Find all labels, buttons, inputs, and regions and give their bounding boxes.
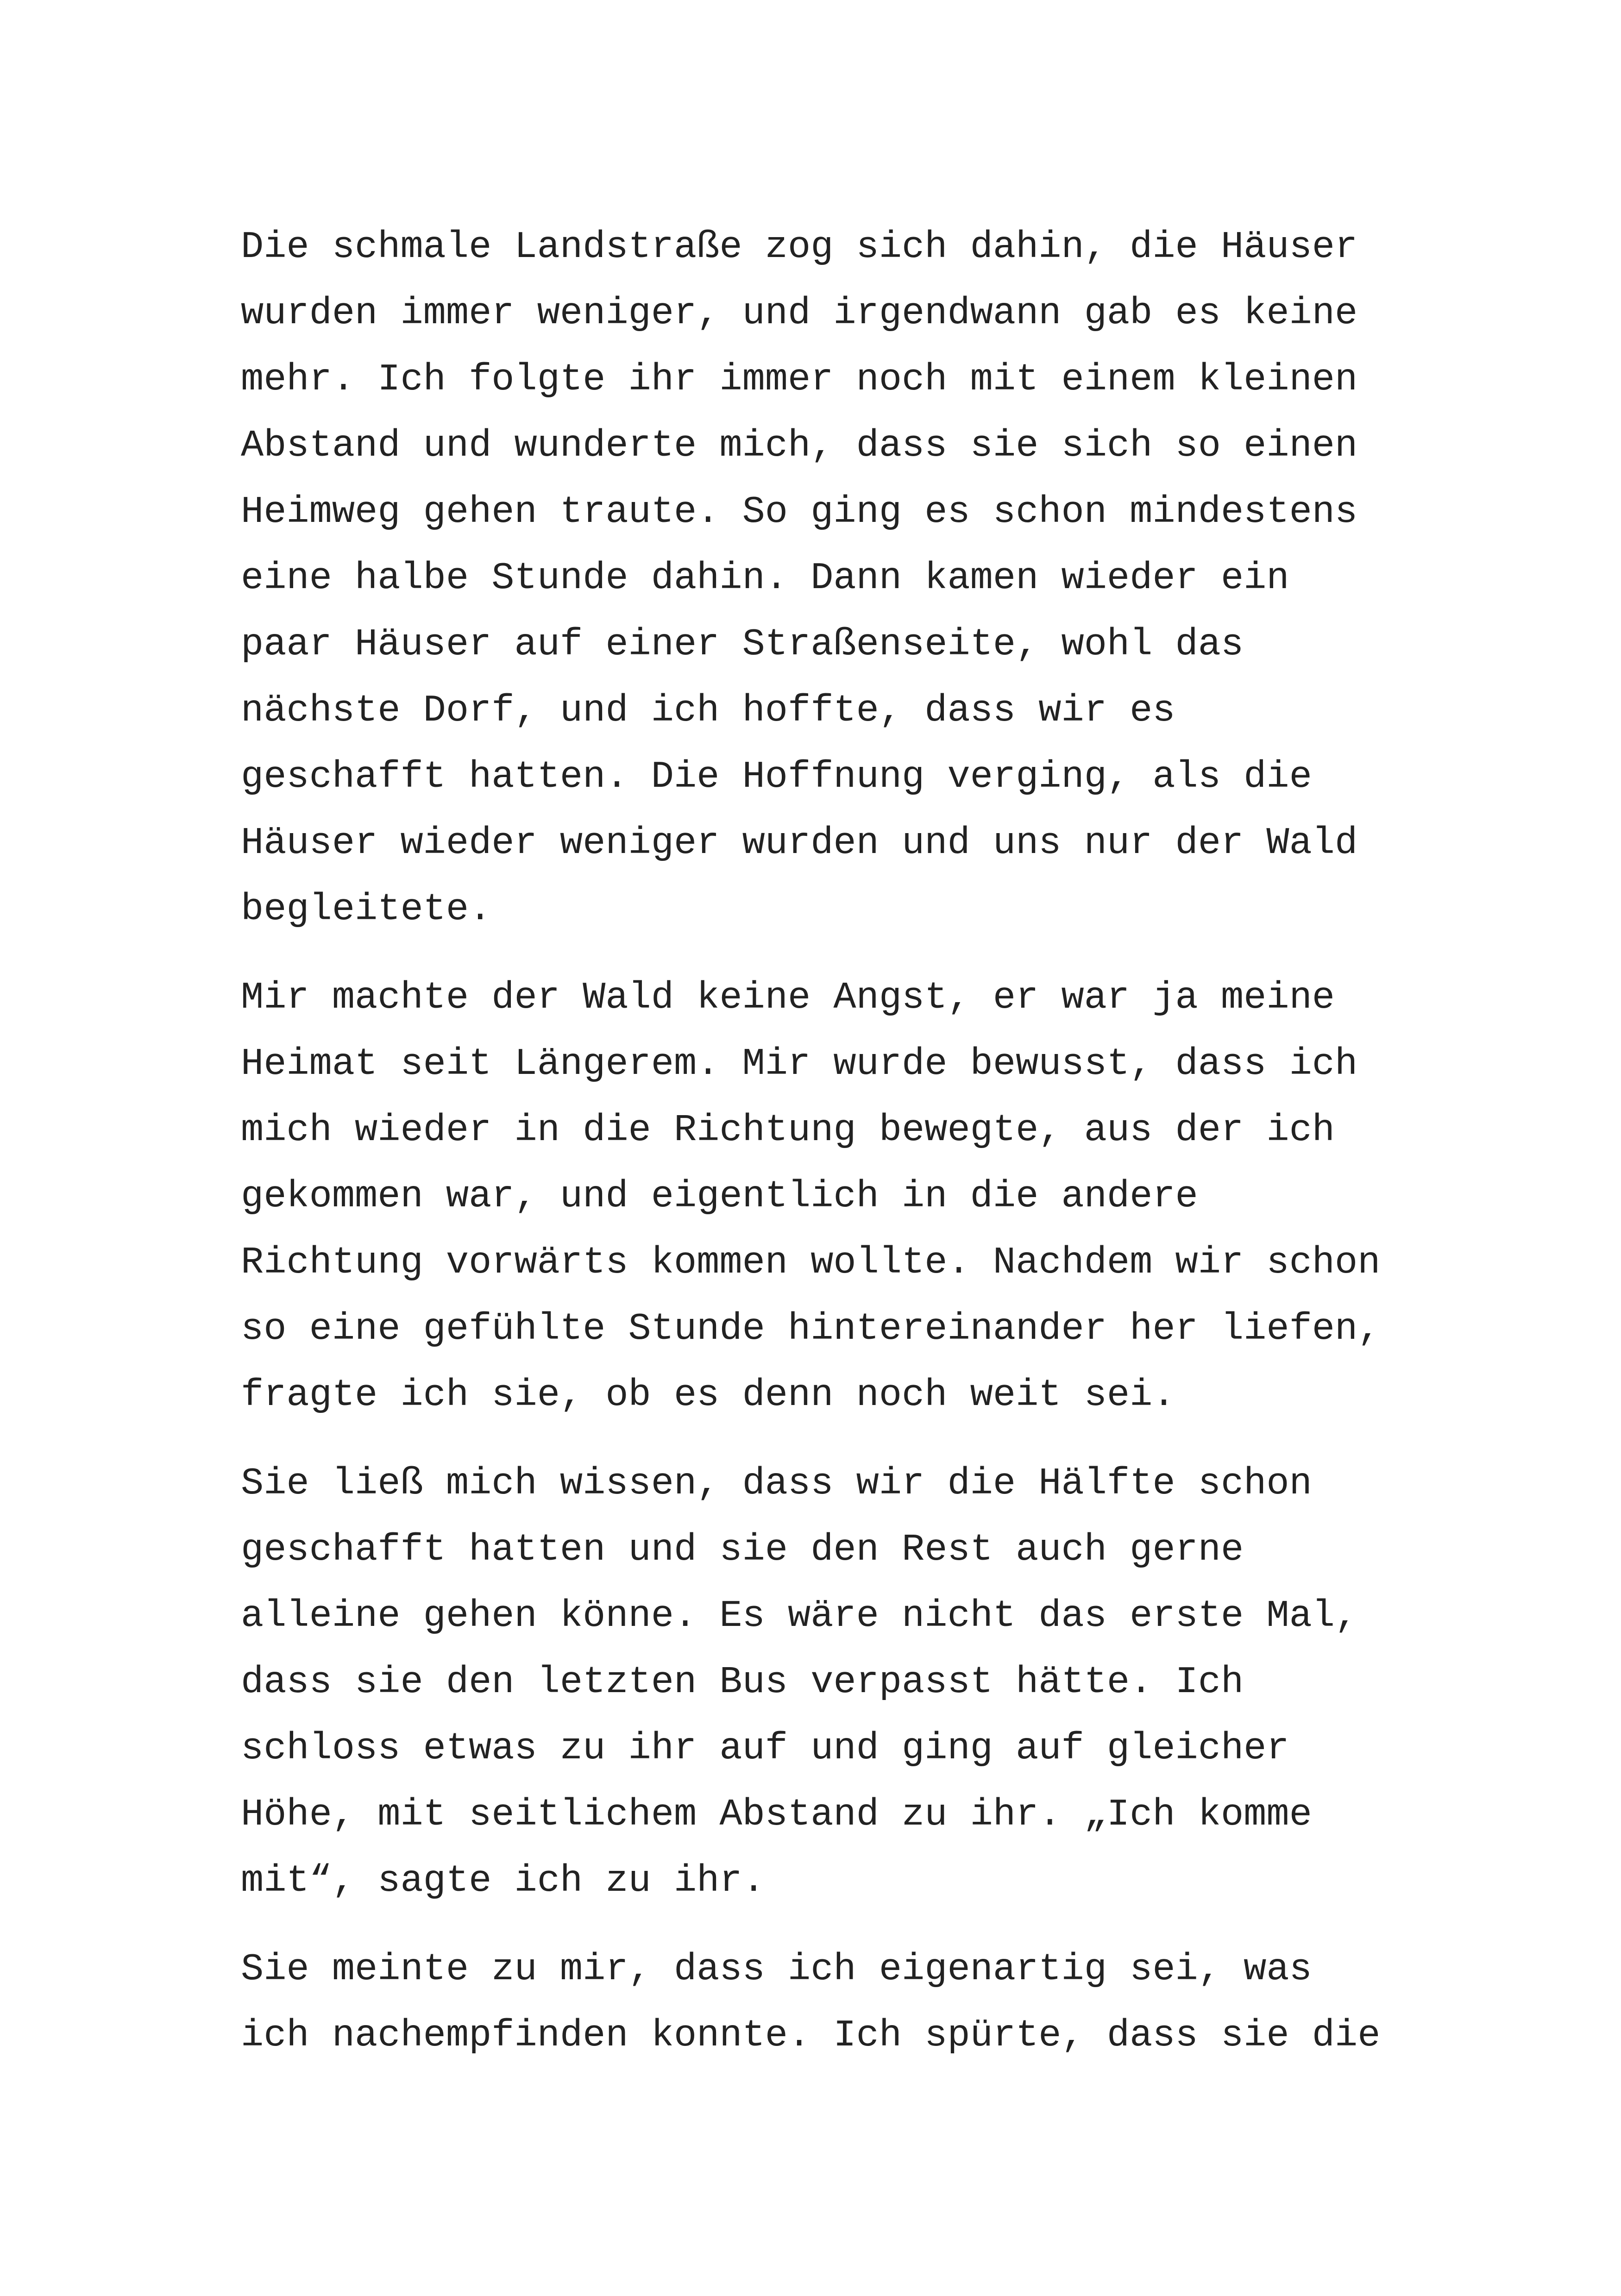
text-line: geschafft hatten und sie den Rest auch gerne — [241, 1528, 1244, 1571]
text-line: eine halbe Stunde dahin. Dann kamen wieder ein — [241, 557, 1289, 600]
text-line: ich nachempfinden konnte. Ich spürte, dass sie die — [241, 2014, 1381, 2057]
text-line: Die schmale Landstraße zog sich dahin, die Häuser — [241, 226, 1358, 269]
text-line: Sie meinte zu mir, dass ich eigenartig sei, was — [241, 1948, 1312, 1991]
text-line: so eine gefühlte Stunde hintereinander her liefen, — [241, 1307, 1381, 1350]
text-line: Mir machte der Wald keine Angst, er war ja meine — [241, 976, 1335, 1019]
text-line: gekommen war, und eigentlich in die andere — [241, 1175, 1198, 1218]
text-line: Sie ließ mich wissen, dass wir die Hälfte schon — [241, 1462, 1312, 1505]
text-body — [241, 214, 1445, 2091]
text-line: mit“, sagte ich zu ihr. — [241, 1859, 765, 1902]
paragraph-4 — [241, 1936, 1445, 2069]
text-line: Häuser wieder weniger wurden und uns nur der Wald — [241, 822, 1358, 865]
text-line: Richtung vorwärts kommen wollte. Nachdem wir schon — [241, 1241, 1381, 1284]
text-line: alleine gehen könne. Es wäre nicht das erste Mal, — [241, 1594, 1358, 1637]
text-line: begleitete. — [241, 888, 492, 931]
paragraph-1 — [241, 214, 1445, 942]
text-line: paar Häuser auf einer Straßenseite, wohl das — [241, 623, 1244, 666]
text-line: Heimweg gehen traute. So ging es schon mindestens — [241, 490, 1358, 533]
text-line: Abstand und wunderte mich, dass sie sich so einen — [241, 424, 1358, 467]
text-line: wurden immer weniger, und irgendwann gab es keine — [241, 292, 1358, 335]
text-line: Höhe, mit seitlichem Abstand zu ihr. „Ich komme — [241, 1793, 1312, 1836]
text-line: dass sie den letzten Bus verpasst hätte. Ich — [241, 1661, 1244, 1704]
text-line: nächste Dorf, und ich hoffte, dass wir es — [241, 689, 1175, 732]
text-line: geschafft hatten. Die Hoffnung verging, als die — [241, 755, 1312, 798]
text-line: schloss etwas zu ihr auf und ging auf gleicher — [241, 1727, 1289, 1770]
text-line: fragte ich sie, ob es denn noch weit sei. — [241, 1374, 1175, 1417]
paragraph-2 — [241, 965, 1445, 1428]
text-line: mich wieder in die Richtung bewegte, aus der ich — [241, 1109, 1335, 1152]
text-line: mehr. Ich folgte ihr immer noch mit einem kleinen — [241, 358, 1358, 401]
paragraph-3 — [241, 1450, 1445, 1914]
text-line: Heimat seit Längerem. Mir wurde bewusst, dass ich — [241, 1042, 1358, 1085]
